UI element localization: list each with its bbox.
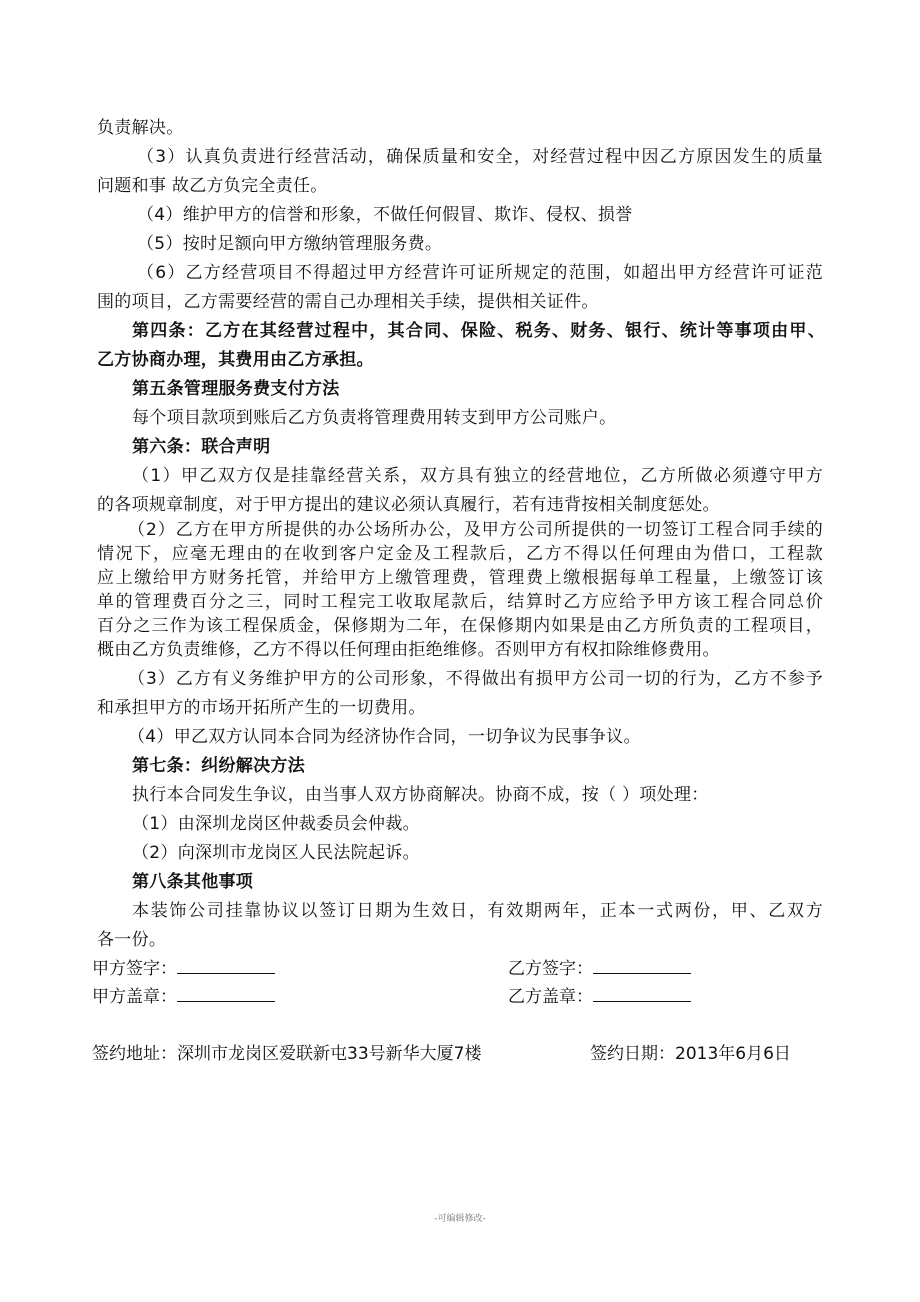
text-line: （4）维护甲方的信誉和形象，不做任何假冒、欺诈、侵权、损誉 bbox=[137, 205, 633, 225]
text-line: （5）按时足额向甲方缴纳管理服务费。 bbox=[137, 234, 443, 254]
party-b-sign-label: 乙方签字： bbox=[508, 959, 593, 979]
article-heading: 第七条：纠纷解决方法 bbox=[132, 756, 305, 776]
text-line: （3）乙方有义务维护甲方的公司形象，不得做出有损甲方公司一切的行为，乙方不参予 bbox=[128, 669, 823, 689]
party-b-sign-blank bbox=[593, 958, 691, 974]
text-line: 问题和事 故乙方负完全责任。 bbox=[97, 176, 328, 196]
text-line: 概由乙方负责维修，乙方不得以任何理由拒绝维修。否则甲方有权扣除维修费用。 bbox=[97, 640, 720, 660]
text-line: 执行本合同发生争议，由当事人双方协商解决。协商不成，按（ ）项处理： bbox=[132, 785, 709, 805]
text-line: 和承担甲方的市场开拓所产生的一切费用。 bbox=[97, 698, 426, 718]
party-a-sign-blank bbox=[177, 958, 275, 974]
text-line: （6）乙方经营项目不得超过甲方经营许可证所规定的范围，如超出甲方经营许可证范 bbox=[137, 263, 823, 283]
text-line: 本装饰公司挂靠协议以签订日期为生效日，有效期两年，正本一式两份，甲、乙双方 bbox=[132, 901, 823, 921]
signing-date: 签约日期：2013年6月6日 bbox=[590, 1044, 791, 1064]
text-line: 围的项目，乙方需要经营的需自己办理相关手续，提供相关证件。 bbox=[97, 292, 599, 312]
article-heading: 第六条：联合声明 bbox=[132, 437, 271, 457]
text-line: 每个项目款项到账后乙方负责将管理费用转支到甲方公司账户。 bbox=[132, 408, 617, 428]
party-b-seal-label: 乙方盖章： bbox=[508, 987, 593, 1007]
article-heading: 第八条其他事项 bbox=[132, 872, 254, 892]
text-line: 各一份。 bbox=[97, 930, 167, 950]
article-heading: 第五条管理服务费支付方法 bbox=[132, 379, 340, 399]
text-line: 的各项规章制度，对于甲方提出的建议必须认真履行，若有违背按相关制度惩处。 bbox=[97, 495, 720, 515]
party-a-seal-label: 甲方盖章： bbox=[92, 987, 177, 1007]
text-line: （1）由深圳龙岗区仲裁委员会仲裁。 bbox=[132, 814, 420, 834]
text-line: 负责解决。 bbox=[97, 118, 184, 138]
party-a-seal-blank bbox=[177, 986, 275, 1002]
text-line: （3）认真负责进行经营活动，确保质量和安全，对经营过程中因乙方原因发生的质量 bbox=[137, 147, 823, 167]
text-line: （4）甲乙双方认同本合同为经济协作合同，一切争议为民事争议。 bbox=[128, 727, 641, 747]
article-heading: 第四条：乙方在其经营过程中，其合同、保险、税务、财务、银行、统计等事项由甲、 bbox=[132, 321, 825, 341]
page-footer: -可编辑修改- bbox=[434, 1214, 486, 1224]
party-b-signature-line bbox=[508, 958, 691, 980]
text-line: 百分之三作为该工程保质金，保修期为二年，在保修期内如果是由乙方所负责的工程项目， bbox=[97, 616, 823, 636]
article-heading: 乙方协商办理，其费用由乙方承担。 bbox=[97, 350, 374, 370]
text-line: 单的管理费百分之三，同时工程完工收取尾款后，结算时乙方应给予甲方该工程合同总价 bbox=[97, 592, 823, 612]
party-a-signature-line bbox=[92, 958, 275, 980]
text-line: 情况下，应毫无理由的在收到客户定金及工程款后，乙方不得以任何理由为借口，工程款 bbox=[97, 544, 823, 564]
text-line: 应上缴给甲方财务托管，并给甲方上缴管理费，管理费上缴根据每单工程量，上缴签订该 bbox=[97, 568, 823, 588]
text-line: （2）向深圳市龙岗区人民法院起诉。 bbox=[132, 843, 420, 863]
party-a-seal-line bbox=[92, 986, 275, 1008]
signing-address: 签约地址：深圳市龙岗区爱联新屯33号新华大厦7楼 bbox=[92, 1044, 482, 1064]
party-b-seal-blank bbox=[593, 986, 691, 1002]
text-line: （2）乙方在甲方所提供的办公场所办公，及甲方公司所提供的一切签订工程合同手续的 bbox=[128, 520, 823, 540]
party-b-seal-line bbox=[508, 986, 691, 1008]
party-a-sign-label: 甲方签字： bbox=[92, 959, 177, 979]
text-line: （1）甲乙双方仅是挂靠经营关系，双方具有独立的经营地位，乙方所做必须遵守甲方 bbox=[132, 466, 823, 486]
